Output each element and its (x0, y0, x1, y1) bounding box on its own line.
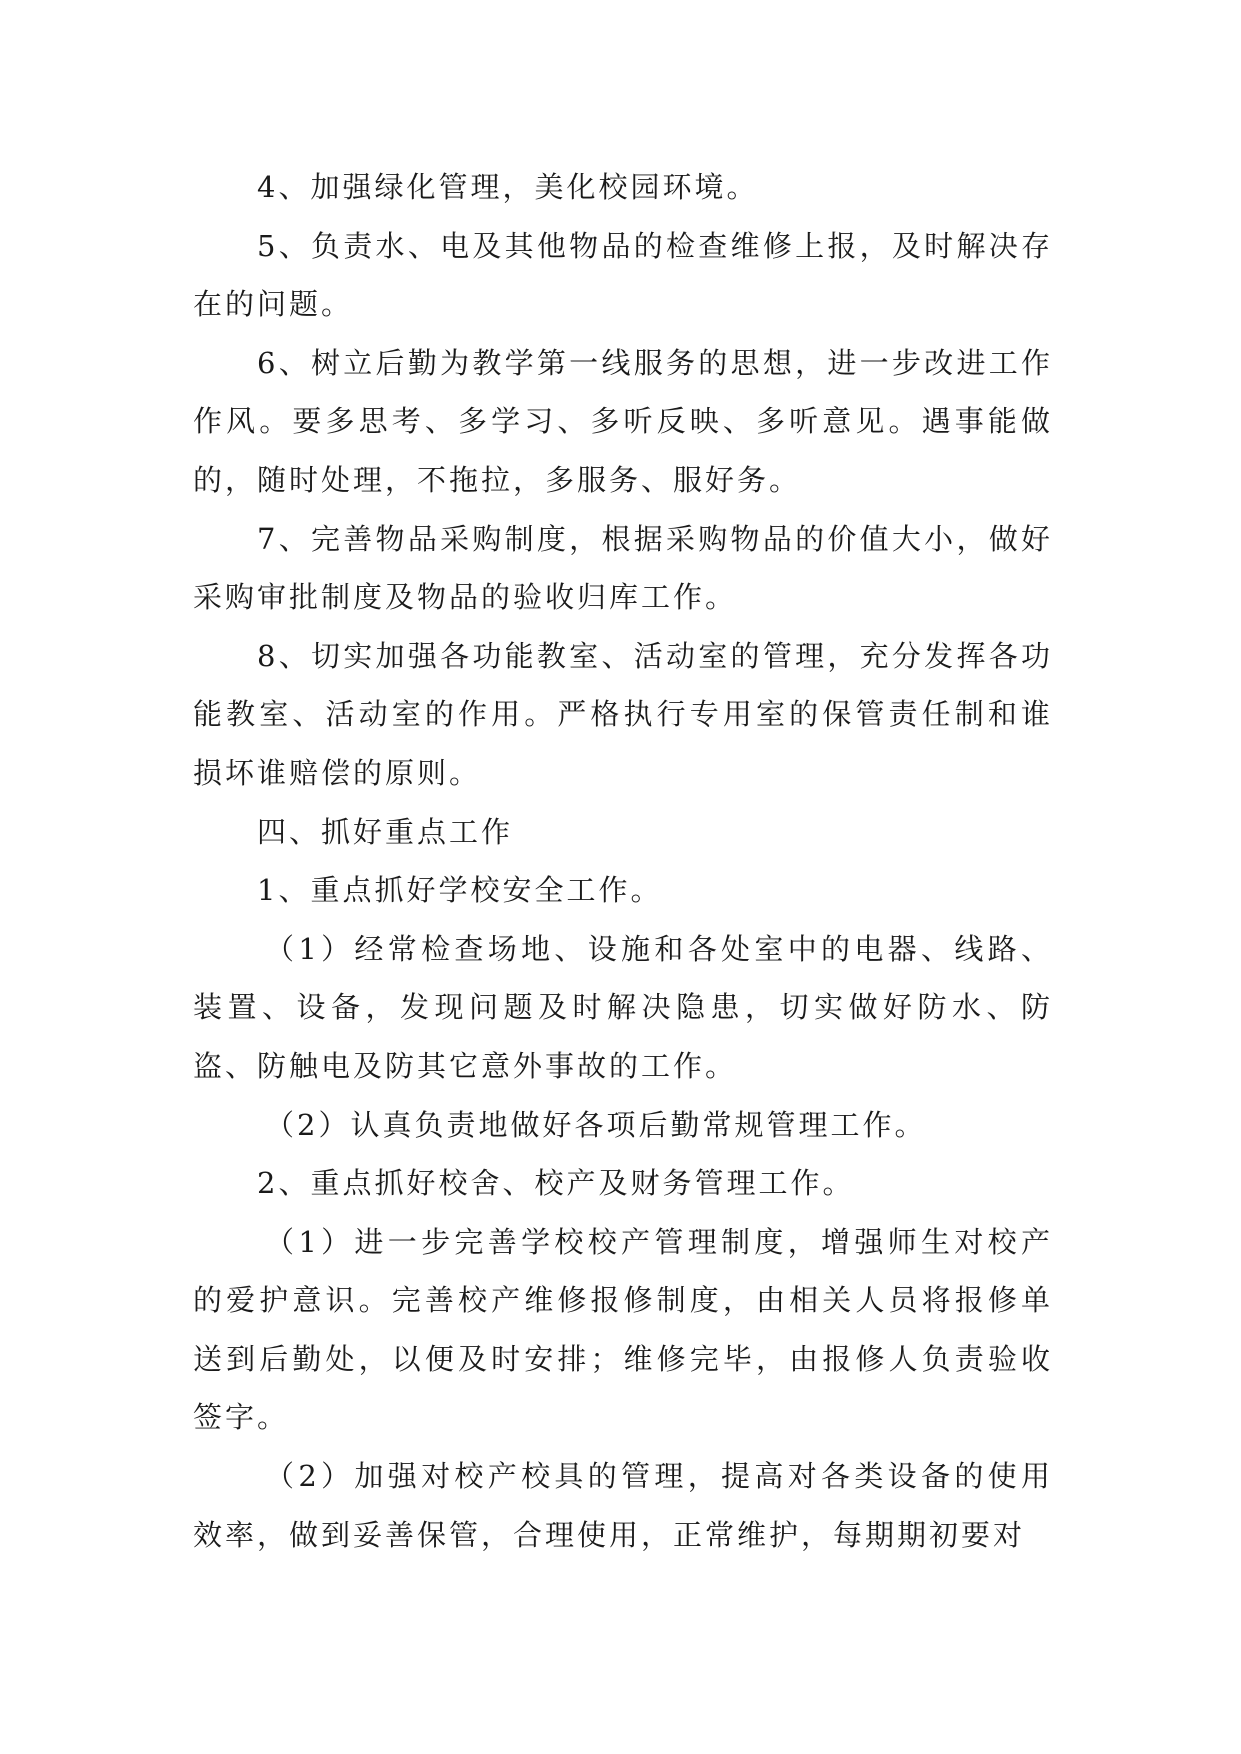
paragraph-key-work-2: 2、重点抓好校舍、校产及财务管理工作。 (257, 1166, 855, 1201)
paragraph-item-8: 8、切实加强各功能教室、活动室的管理，充分发挥各功能教室、活动室的作用。严格执行专用室的保管责任制和谁损坏谁赔偿的原则。 (193, 638, 1053, 790)
paragraph-subitem-2-2: （2）加强对校产校具的管理，提高对各类设备的使用效率，做到妥善保管，合理使用，正常维护，每期期初要对 (193, 1459, 1053, 1552)
paragraph-item-7: 7、完善物品采购制度，根据采购物品的价值大小，做好采购审批制度及物品的验收归库工作。 (193, 521, 1053, 615)
paragraph-subitem-2-1: （1）进一步完善学校校产管理制度，增强师生对校产的爱护意识。完善校产维修报修制度，由相关人员将报修单送到后勤处，以便及时安排；维修完毕，由报修人负责验收签字。 (193, 1224, 1053, 1435)
document-body (193, 158, 1053, 1564)
paragraph-item-5: 5、负责水、电及其他物品的检查维修上报，及时解决存在的问题。 (193, 228, 1053, 322)
paragraph-subitem-1-1: （1）经常检查场地、设施和各处室中的电器、线路、装置、设备，发现问题及时解决隐患，切实做好防水、防盗、防触电及防其它意外事故的工作。 (193, 931, 1053, 1083)
section-heading-4: 四、抓好重点工作 (257, 814, 514, 849)
paragraph-item-4: 4、加强绿化管理，美化校园环境。 (257, 170, 759, 204)
paragraph-subitem-1-2: （2）认真负责地做好各项后勤常规管理工作。 (265, 1107, 927, 1142)
paragraph-item-6: 6、树立后勤为教学第一线服务的思想，进一步改进工作作风。要多思考、多学习、多听反映、多听意见。遇事能做的，随时处理，不拖拉，多服务、服好务。 (193, 345, 1053, 497)
paragraph-key-work-1: 1、重点抓好学校安全工作。 (257, 873, 663, 908)
